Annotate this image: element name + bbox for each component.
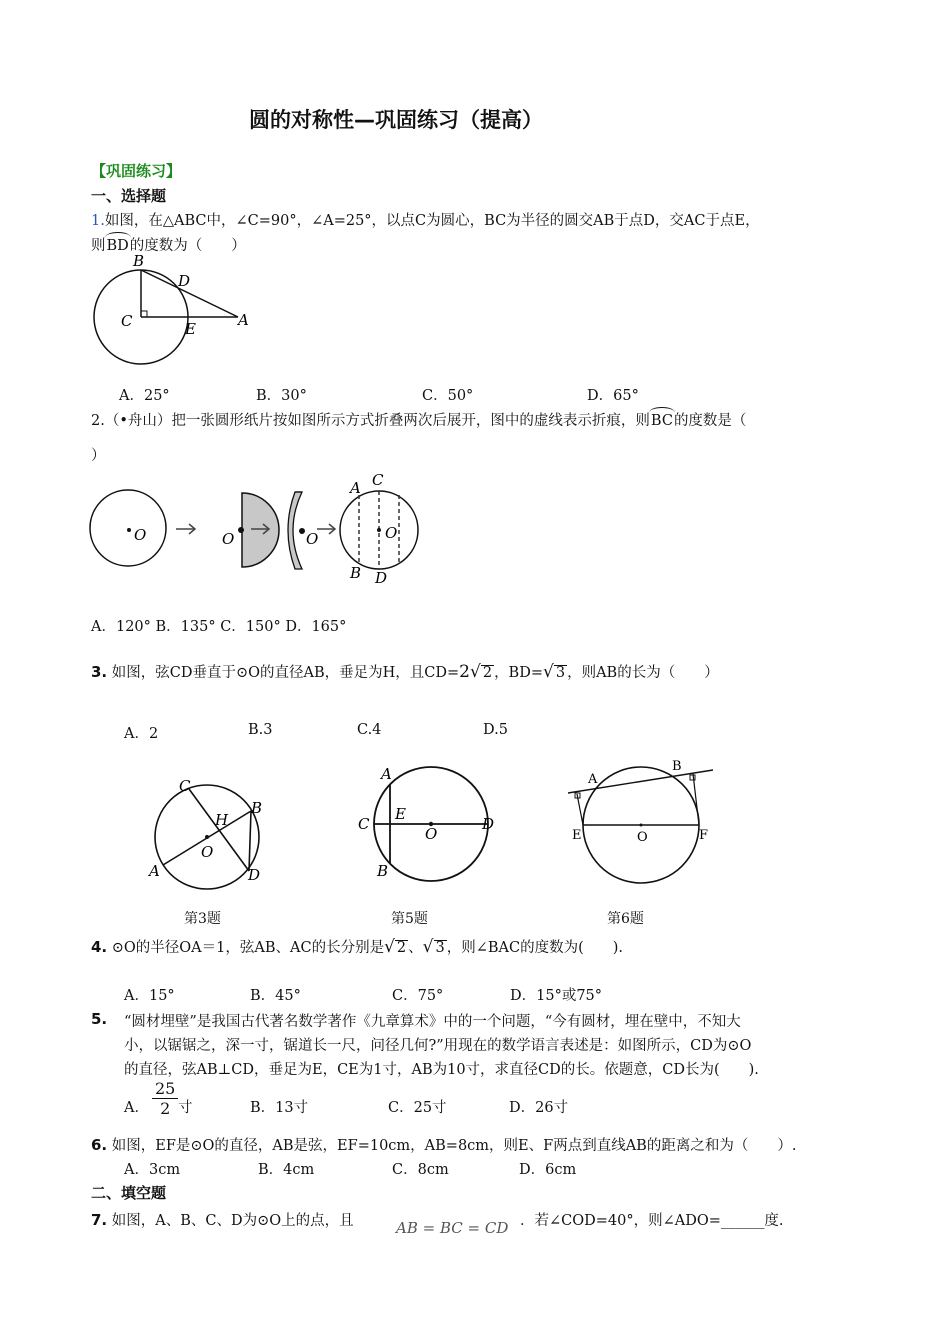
page-title: 圆的对称性—巩固练习（提高） [249,108,543,132]
q6-option-a: A．3cm [124,1162,181,1178]
q5-option-d: D．26寸 [509,1100,569,1116]
question-4: 4. ⊙O的半径OA＝1，弦AB、AC的长分别是√ 2 、√ 3 ，则∠BAC的度数为( ). [91,937,624,957]
label-e: E [185,320,196,338]
fig2-label-c: C [372,471,384,489]
cd-radicand: 2 [482,665,493,681]
q2-options: A．120° B．135° C．150° D．165° [91,619,347,635]
label-d: D [178,272,191,290]
cd-coefficient: 2 [459,662,470,682]
q5-option-b: B．13寸 [250,1100,309,1116]
caption-fig6: 第6题 [607,911,644,927]
q4-option-c: C．75° [392,988,444,1004]
question-7-text: 如图，A、B、C、D为⊙O上的点，且 [111,1213,354,1229]
question-4-number: 4. [91,938,108,956]
f3-label-b: B [251,799,263,817]
question-1-pre: 则 [91,238,106,254]
question-2-number: 2. [91,413,105,429]
question-3-number: 3. [91,663,108,681]
question-3-mid: ，BD= [494,665,543,681]
f5-label-b: B [377,862,389,880]
question-3-text: 如图，弦CD垂直于⊙O的直径AB，垂足为H，且CD= [111,665,460,681]
caption-fig3: 第3题 [184,911,221,927]
section-tag: 【巩固练习】 [91,162,182,180]
question-5-number [91,1010,107,1028]
arc-bd: BD [106,238,129,254]
question-1-number: 1. [91,213,105,229]
q3-option-a: A．2 [124,726,159,742]
q1-option-d: D．65° [587,388,639,404]
f5-label-c: C [358,815,370,833]
question-3-post: ，则AB的长为（ ） [567,665,719,681]
question-4-sep: 、 [408,940,423,956]
bd-radicand: 3 [555,665,566,681]
figure-q6 [565,757,725,887]
f3-label-d: D [248,866,261,884]
question-2-text: （•舟山）把一张圆形纸片按如图所示方式折叠两次后展开，图中的虚线表示折痕，则 [104,413,650,429]
figure-q2 [88,468,428,593]
q4-option-a: A．15° [124,988,175,1004]
question-6-text: 如图，EF是⊙O的直径，AB是弦，EF=10cm，AB=8cm，则E、F两点到直线AB的距离之和为（ ）. [111,1138,797,1154]
q1-option-c: C．50° [422,388,474,404]
q3-option-b: B.3 [248,722,273,738]
q5-option-a-unit: 寸 [178,1100,193,1116]
label-b: B [133,252,145,270]
label-c: C [121,312,133,330]
f3-label-c: C [179,777,191,795]
ab-radicand: 2 [396,940,407,956]
f6-label-f: F [699,828,709,843]
question-2-post: 的度数是（ [673,413,747,429]
question-4-text: ⊙O的半径OA＝1，弦AB、AC的长分别是 [111,940,385,956]
question-7-number: 7. [91,1211,108,1229]
section-heading-choice: 一、选择题 [91,187,167,205]
q5-option-a-fraction [152,1079,178,1118]
figure-q1 [88,252,268,372]
q6-option-d: D．6cm [519,1162,577,1178]
q1-option-a: A．25° [119,388,170,404]
f3-label-o: O [201,843,214,861]
question-1-text: 如图，在△ABC中，∠C=90°，∠A=25°，以点C为圆心，BC为半径的圆交AB于点D，交AC于点E， [104,213,760,229]
fig2-label-o3: O [306,530,319,548]
f6-label-a: A [588,772,598,787]
section-heading-fill: 二、填空题 [91,1184,167,1202]
question-6-number: 6. [91,1136,108,1154]
q6-option-b: B．4cm [258,1162,315,1178]
arc-bc: BC [650,413,673,429]
question-7-post: ．若∠COD=40°，则∠ADO=______度. [520,1213,784,1229]
question-2-line2: ） [91,448,106,464]
fraction-denominator: 2 [160,1099,171,1118]
question-4-post: ，则∠BAC的度数为( ). [446,940,624,956]
f6-label-b: B [672,759,682,774]
f5-label-e: E [395,805,406,823]
figure-q3 [145,775,275,895]
q3-option-d: D.5 [483,722,508,738]
ac-radicand: 3 [435,940,445,956]
f5-label-d: D [482,815,495,833]
question-3: 3. 如图，弦CD垂直于⊙O的直径AB，垂足为H，且CD=2√ 2 ，BD=√ 3 ，则AB的长为（ ） [91,662,719,682]
fig2-label-o4: O [385,524,398,542]
q4-option-b: B．45° [250,988,301,1004]
f6-label-e: E [572,828,582,843]
q7-formula: AB = BC = CD [396,1219,509,1237]
q1-option-b: B．30° [256,388,307,404]
fig2-label-b: B [350,564,362,582]
q3-option-c: C.4 [357,722,382,738]
f5-label-a: A [381,765,392,783]
caption-fig5: 第5题 [391,911,428,927]
question-2-line1 [91,409,746,430]
fig2-label-a: A [350,479,361,497]
question-5-line1: “圆材埋壁”是我国古代著名数学著作《九章算术》中的一个问题，“今有圆材，埋在壁中，不知大 [124,1014,741,1030]
question-1-post: 的度数为（ ） [129,238,246,254]
q6-option-c: C．8cm [392,1162,449,1178]
fig2-label-d: D [375,569,388,587]
f6-label-o: O [637,830,648,845]
question-6 [91,1134,796,1155]
f5-label-o: O [425,825,438,843]
question-1-line1 [91,209,760,230]
q4-option-d: D．15°或75° [510,988,603,1004]
q5-option-a-label: A． [124,1100,149,1116]
fig2-label-o2: O [222,530,235,548]
question-7 [91,1209,354,1230]
figure-q5 [355,767,505,887]
question-5-num: 5. [91,1010,108,1028]
f3-label-a: A [149,862,160,880]
f3-label-h: H [215,811,229,829]
fig2-label-o1: O [134,526,147,544]
fraction-numerator: 25 [152,1079,178,1099]
q5-option-c: C．25寸 [388,1100,447,1116]
question-5-line2: 小，以锯锯之，深一寸，锯道长一尺，问径几何?”用现在的数学语言表述是：如图所示，CD为⊙O [124,1038,752,1054]
label-a: A [238,311,249,329]
question-5-line3: 的直径，弦AB⊥CD，垂足为E，CE为1寸，AB为10寸，求直径CD的长。依题意，CD长为( ). [124,1062,759,1078]
